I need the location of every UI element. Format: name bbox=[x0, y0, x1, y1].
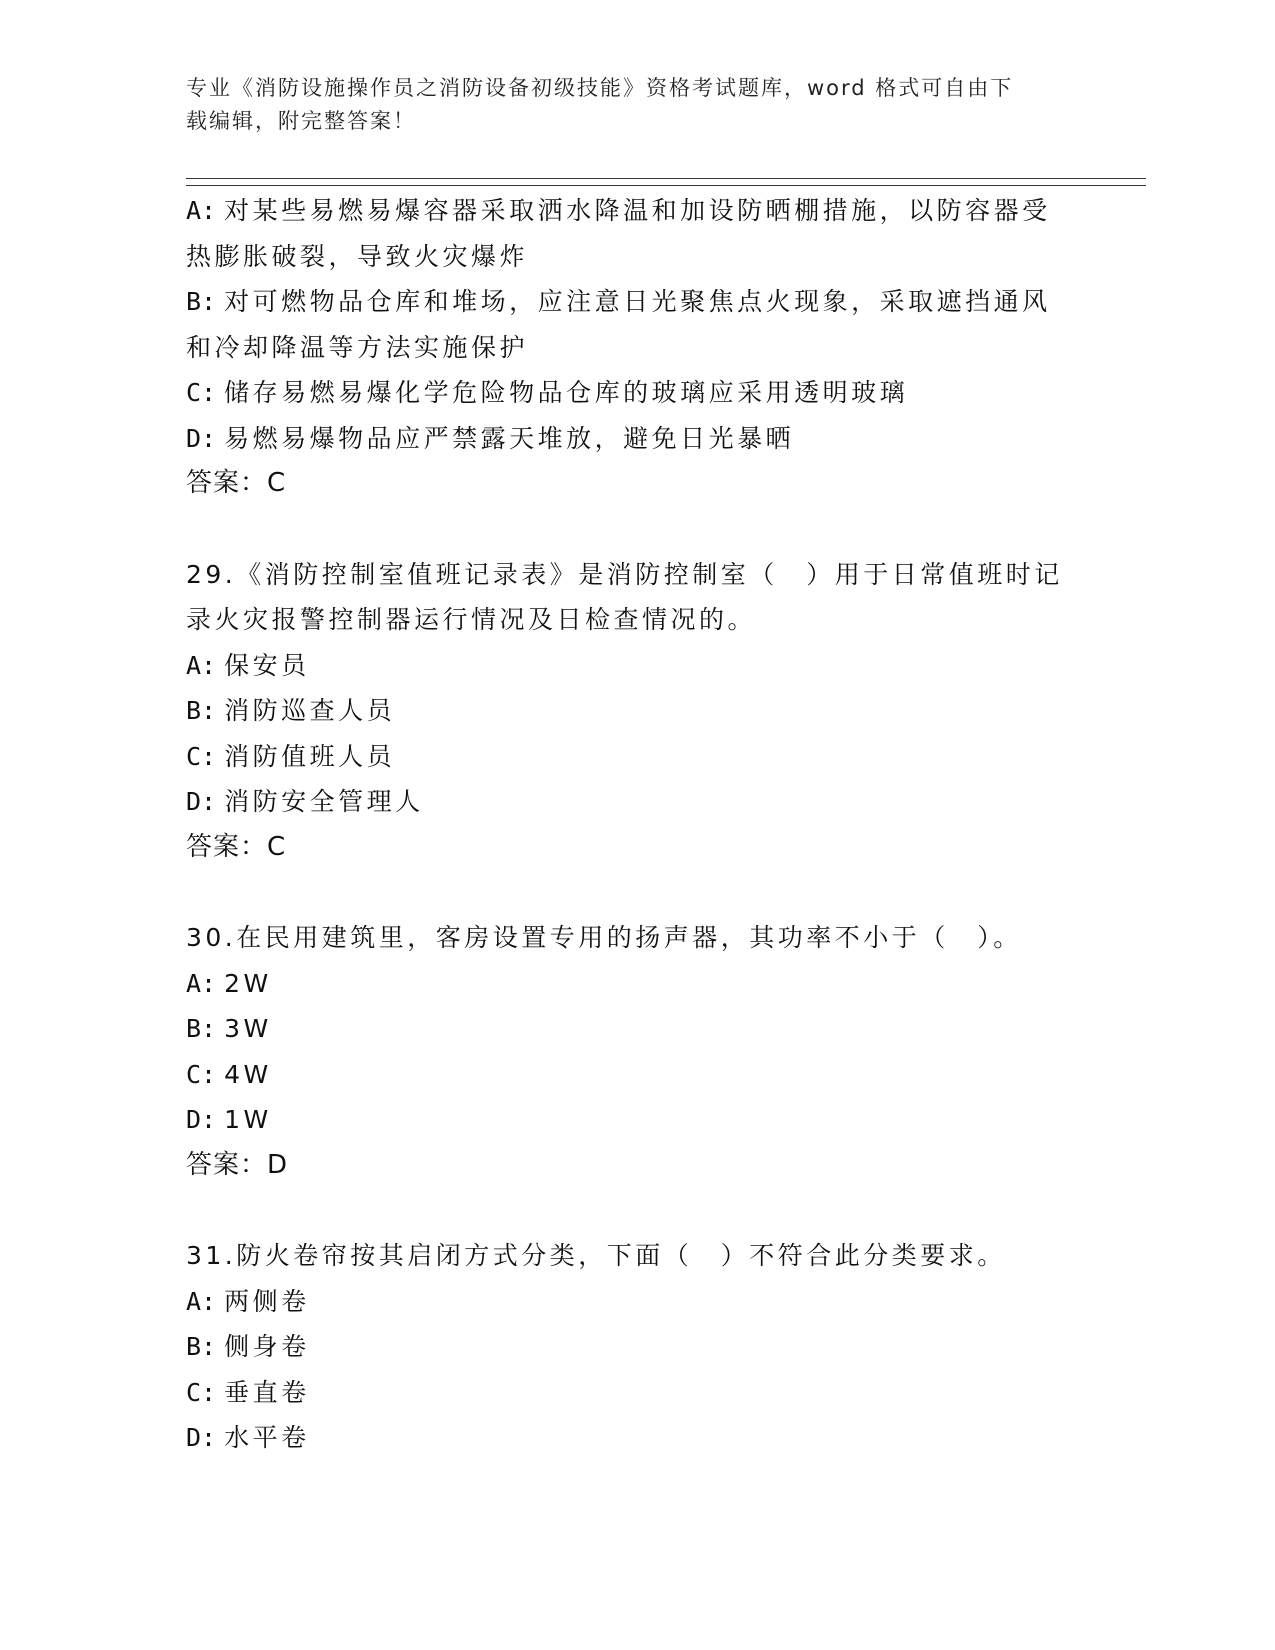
question-30 bbox=[186, 915, 1086, 1188]
document-header bbox=[186, 72, 1086, 138]
option-c: C: 储存易燃易爆化学危险物品仓库的玻璃应采用透明玻璃 bbox=[186, 378, 909, 407]
option-b: B: 侧身卷 bbox=[186, 1332, 310, 1361]
option-c: C: 垂直卷 bbox=[186, 1377, 310, 1407]
option-b: B: 消防巡查人员 bbox=[186, 696, 396, 725]
option-d: D: 水平卷 bbox=[186, 1423, 310, 1452]
spacer bbox=[186, 870, 1086, 915]
header-line-1: 专业《消防设施操作员之消防设备初级技能》资格考试题库，word 格式可自由下 bbox=[186, 76, 1014, 100]
option-a-continued: 热膨胀破裂，导致火灾爆炸 bbox=[186, 241, 529, 271]
spacer bbox=[186, 1188, 1086, 1233]
option-a: A: 两侧卷 bbox=[186, 1286, 310, 1316]
option-a: A: 2W bbox=[186, 968, 272, 998]
option-b-continued: 和冷却降温等方法实施保护 bbox=[186, 332, 529, 362]
option-b: B: 3W bbox=[186, 1014, 272, 1043]
option-d: D: 易燃易爆物品应严禁露天堆放，避免日光暴晒 bbox=[186, 423, 795, 453]
question-text: 30.在民用建筑里，客房设置专用的扬声器，其功率不小于（ ）。 bbox=[186, 923, 1022, 952]
header-line-2: 载编辑，附完整答案！ bbox=[186, 109, 416, 133]
question-text: 29.《消防控制室值班记录表》是消防控制室（ ）用于日常值班时记 bbox=[186, 559, 1063, 589]
question-28 bbox=[186, 188, 1086, 507]
option-a: A: 保安员 bbox=[186, 650, 310, 680]
question-text: 31.防火卷帘按其启闭方式分类，下面（ ）不符合此分类要求。 bbox=[186, 1241, 1006, 1270]
option-d: D: 消防安全管理人 bbox=[186, 787, 424, 816]
option-c: C: 4W bbox=[186, 1059, 272, 1089]
answer: 答案：D bbox=[186, 1149, 289, 1180]
header-divider bbox=[186, 178, 1146, 186]
question-list bbox=[186, 188, 1086, 1461]
question-31 bbox=[186, 1233, 1086, 1461]
question-29 bbox=[186, 552, 1086, 871]
answer: 答案：C bbox=[186, 831, 287, 862]
option-c: C: 消防值班人员 bbox=[186, 741, 396, 771]
question-text-continued: 录火灾报警控制器运行情况及日检查情况的。 bbox=[186, 605, 757, 634]
spacer bbox=[186, 507, 1086, 552]
option-a: A: 对某些易燃易爆容器采取洒水降温和加设防晒棚措施，以防容器受 bbox=[186, 196, 1051, 225]
answer: 答案：C bbox=[186, 468, 287, 498]
option-d: D: 1W bbox=[186, 1105, 272, 1134]
option-b: B: 对可燃物品仓库和堆场，应注意日光聚焦点火现象，采取遮挡通风 bbox=[186, 287, 1051, 316]
